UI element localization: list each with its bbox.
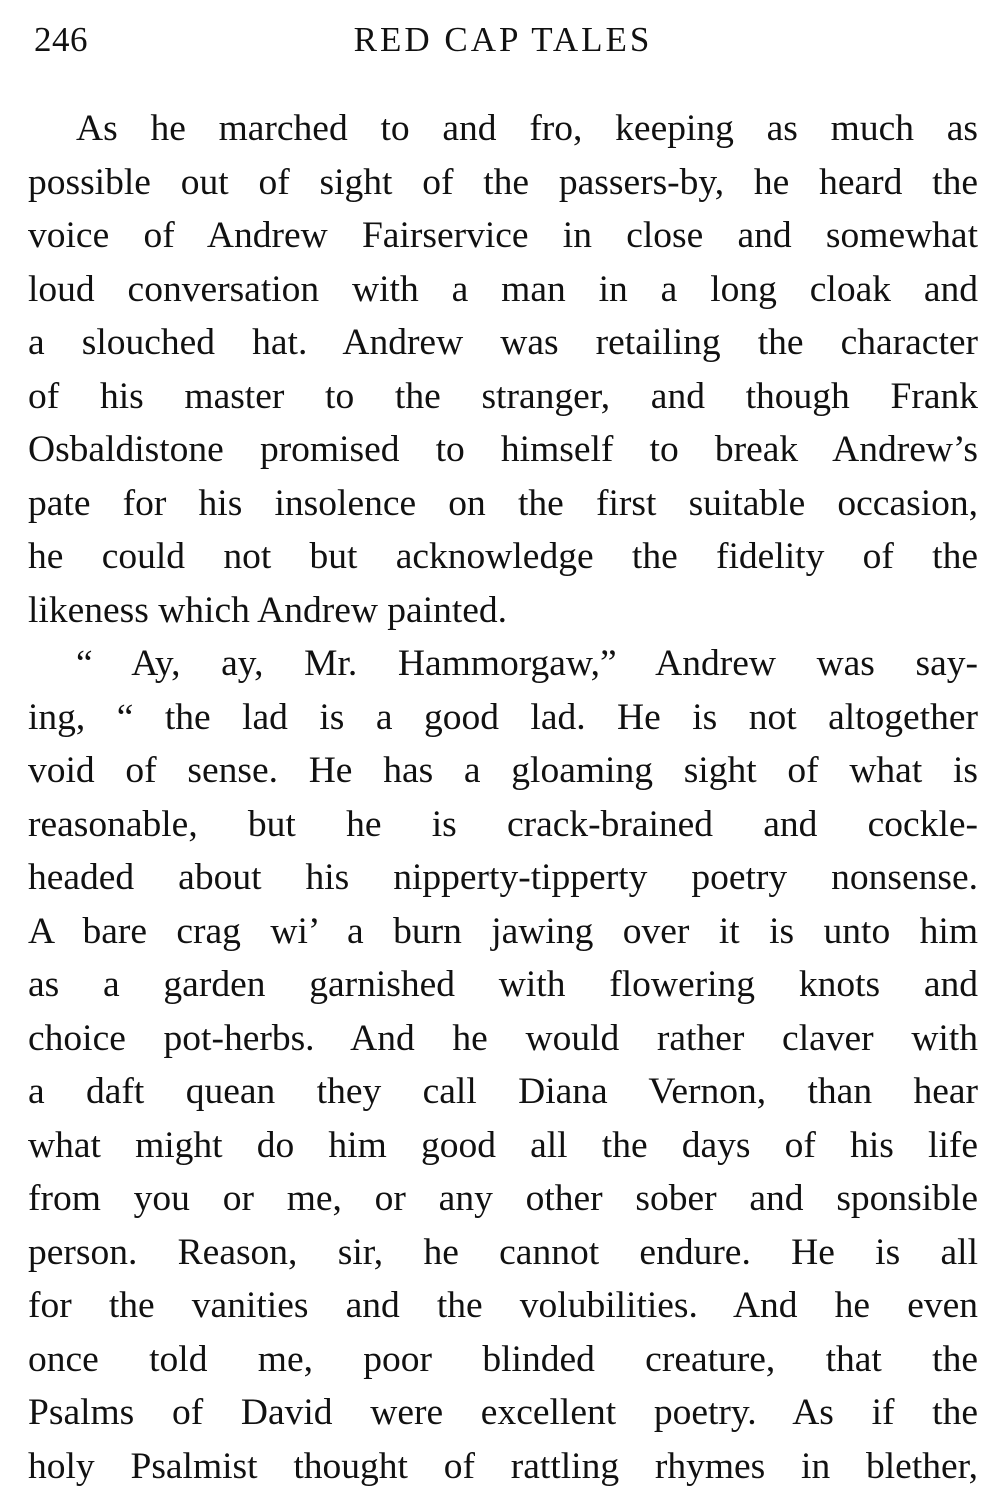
- paragraph-1: [28, 102, 978, 637]
- book-page: [28, 14, 978, 1493]
- text-line: Osbaldistone promised to himself to break Andrew’s: [28, 429, 978, 470]
- running-head: [28, 14, 978, 64]
- paragraph-2: [28, 637, 978, 1493]
- page-number: 246: [34, 20, 88, 59]
- text-line: what might do him good all the days of his life: [28, 1124, 978, 1166]
- body-text: [28, 102, 978, 1493]
- text-line: of his master to the stranger, and though Frank: [28, 375, 978, 417]
- text-line: from you or me, or any other sober and sponsible: [28, 1178, 978, 1219]
- text-line: possible out of sight of the passers-by, he heard the: [28, 161, 978, 203]
- text-line: loud conversation with a man in a long cloak and: [28, 268, 978, 310]
- text-line: likeness which Andrew painted.: [28, 589, 508, 631]
- text-line: person. Reason, sir, he cannot endure. He is all: [28, 1231, 978, 1273]
- text-line: As he marched to and fro, keeping as much as: [76, 108, 978, 149]
- text-line: “ Ay, ay, Mr. Hammorgaw,” Andrew was say-: [76, 643, 978, 684]
- text-line: a slouched hat. Andrew was retailing the character: [28, 322, 978, 363]
- text-line: as a garden garnished with flowering knots and: [28, 964, 978, 1005]
- running-title: RED CAP TALES: [353, 20, 653, 59]
- text-line: void of sense. He has a gloaming sight of what is: [28, 750, 978, 791]
- text-line: reasonable, but he is crack-brained and cockle-: [28, 803, 978, 845]
- text-line: he could not but acknowledge the fidelity of the: [28, 536, 978, 577]
- text-line: pate for his insolence on the first suitable occasion,: [28, 482, 978, 524]
- text-line: ing, “ the lad is a good lad. He is not altogether: [28, 696, 978, 738]
- text-line: A bare crag wi’ a burn jawing over it is unto him: [28, 910, 978, 952]
- text-line: voice of Andrew Fairservice in close and somewhat: [28, 215, 978, 256]
- text-line: choice pot-herbs. And he would rather claver with: [28, 1017, 978, 1059]
- text-line: a daft quean they call Diana Vernon, than hear: [28, 1071, 978, 1112]
- text-line: Psalms of David were excellent poetry. As if the: [28, 1392, 978, 1433]
- text-line: once told me, poor blinded creature, that the: [28, 1338, 978, 1380]
- text-line: for the vanities and the volubilities. And he even: [28, 1285, 978, 1326]
- text-line: holy Psalmist thought of rattling rhymes in blether,: [28, 1445, 978, 1487]
- text-line: headed about his nipperty-tipperty poetry nonsense.: [28, 857, 978, 898]
